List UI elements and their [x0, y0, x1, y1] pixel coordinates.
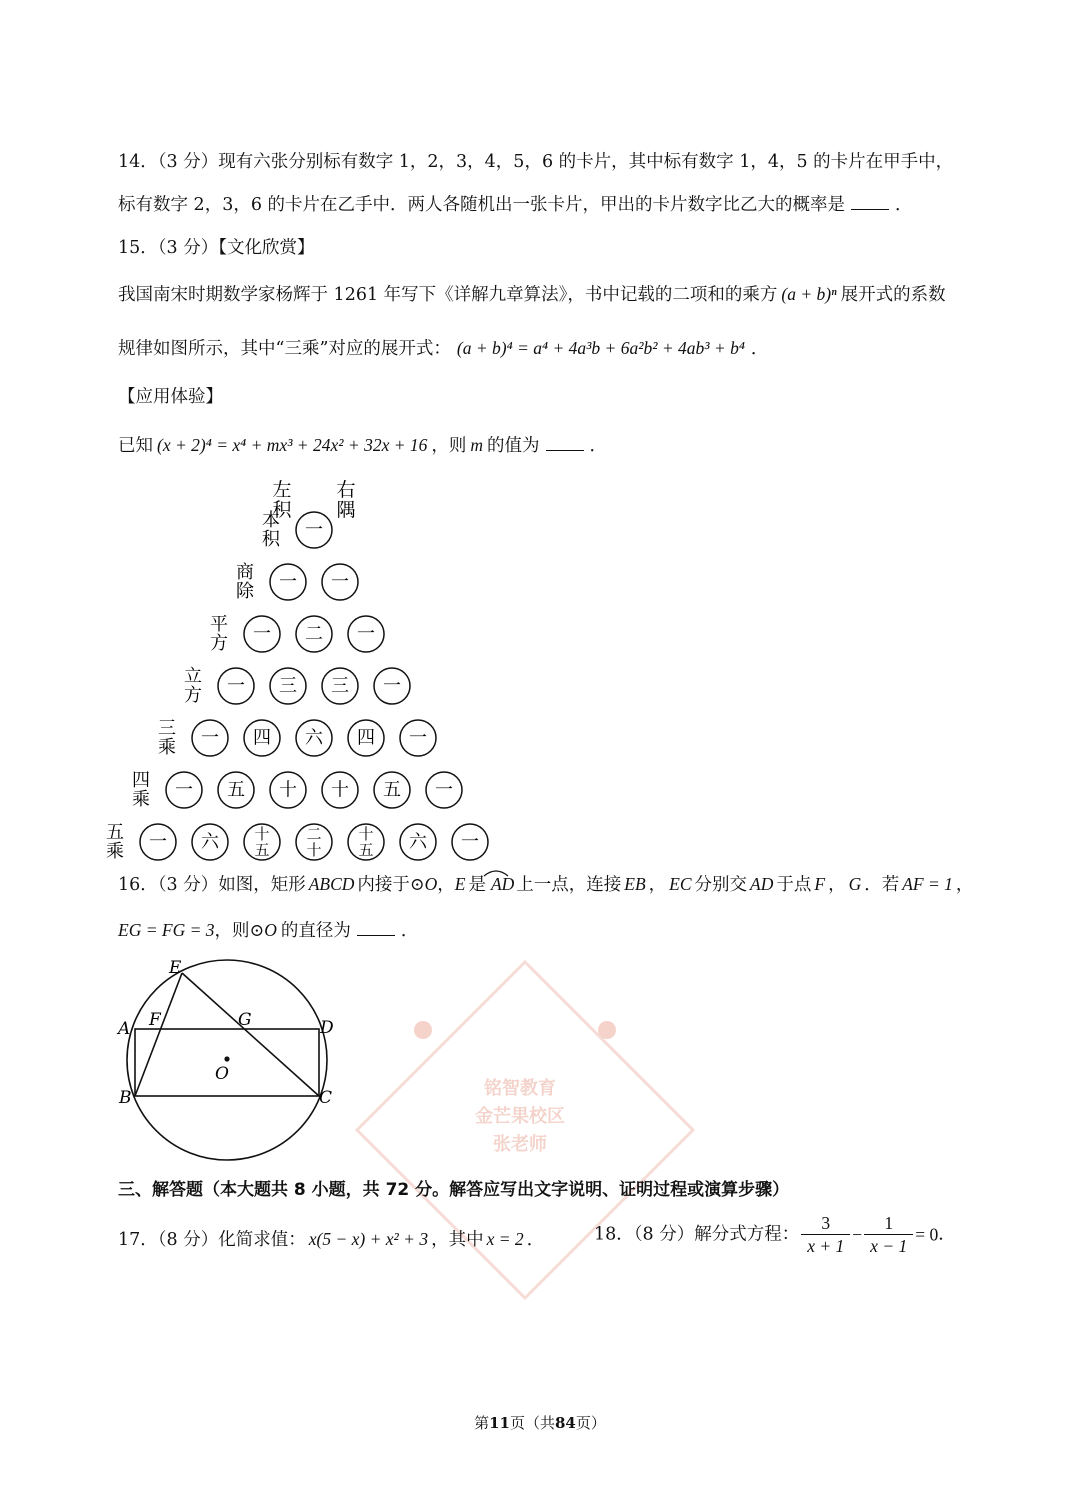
coefficient-value: 六: [409, 831, 427, 853]
af-expr: AF = 1: [902, 874, 953, 894]
watermark-line3: 张老师: [493, 1134, 547, 1155]
seg-eb: EB: [624, 874, 646, 894]
footer-suffix: 页）: [575, 1414, 606, 1432]
segment-ec: [182, 973, 319, 1096]
coefficient-value: 一: [253, 623, 271, 645]
q17-line: [118, 1227, 544, 1252]
q16-line2: [118, 918, 418, 943]
row-label: 四: [132, 770, 150, 792]
watermark-line2: 金芒果校区: [475, 1106, 565, 1127]
q14-line1: 14．（3 分）现有六张分别标有数字 1，2，3，4，5，6 的卡片，其中标有数字 1，4，5 的卡片在甲手中，: [118, 152, 954, 172]
label-c: C: [319, 1088, 333, 1108]
answer-blank: [357, 919, 395, 936]
q16-text-f: 分别交: [694, 875, 748, 895]
q17-expr: x(5 − x) + x² + 3: [308, 1229, 429, 1249]
equals-zero: = 0: [915, 1224, 939, 1245]
coefficient-value: 一: [305, 519, 323, 541]
coefficient-value: 六: [201, 831, 219, 853]
given-expr: (x + 2)⁴ = x⁴ + mx³ + 24x² + 32x + 16: [157, 435, 428, 455]
label-f: F: [149, 1010, 161, 1030]
expansion-expr: (a + b)⁴ = a⁴ + 4a³b + 6a²b² + 4ab³ + b⁴: [456, 338, 745, 358]
rectangle-abcd: [135, 1029, 319, 1096]
coefficient-value: 一: [383, 675, 401, 697]
coefficient-value: 一: [201, 727, 219, 749]
q16-text-h: ．若: [864, 875, 900, 895]
var-m: m: [470, 435, 484, 455]
coefficient-value: 一: [227, 675, 245, 697]
geometry-figure: [110, 955, 370, 1165]
coefficient-value: 一: [357, 623, 375, 645]
row-label: 商: [236, 562, 254, 584]
q17-end: ．: [526, 1230, 545, 1250]
q16-text-c: ，: [437, 875, 455, 895]
circle-o-2: O: [264, 920, 277, 940]
coefficient-value: 五: [383, 779, 401, 801]
segment-eb: [135, 973, 182, 1096]
label-right-corner: 隅: [336, 498, 356, 521]
row-label: 方: [210, 632, 228, 654]
row-label: 乘: [158, 736, 176, 758]
seg-ec: EC: [669, 874, 692, 894]
binomial-power-expr: (a + b)ⁿ: [781, 284, 837, 304]
q15-line2-end: ．: [750, 339, 769, 359]
coefficient-value: 二: [305, 623, 323, 645]
q16-text-a: 16．（3 分）如图，矩形: [118, 875, 306, 895]
q16-line2-tail: 的直径为: [280, 921, 351, 941]
coefficient-value: 五: [358, 840, 374, 859]
coefficient-value: 一: [435, 779, 453, 801]
coefficient-value: 四: [253, 727, 271, 749]
fraction-1-num: 3: [801, 1212, 850, 1235]
coefficient-value: 一: [461, 831, 479, 853]
coefficient-value: 一: [279, 571, 297, 593]
coefficient-value: 二: [306, 825, 322, 844]
coefficient-value: 五: [227, 779, 245, 801]
q17-text: 17．（8 分）化简求值：: [118, 1230, 306, 1250]
watermark-text: [440, 1075, 600, 1159]
point-g: G: [848, 874, 862, 894]
rect-abcd: ABCD: [308, 874, 355, 894]
row-label: 乘: [106, 840, 124, 862]
q16-line2-text: ，则⊙: [214, 921, 265, 941]
footer-prefix: 第: [474, 1414, 490, 1432]
footer-total: 84: [555, 1414, 576, 1432]
footer-page: 11: [489, 1414, 510, 1432]
q16-text-g: 于点: [776, 875, 812, 895]
label-a: A: [118, 1019, 131, 1039]
q16-text-e: 上一点，连接: [516, 875, 622, 895]
label-e: E: [169, 958, 182, 978]
q16-comma1: ，: [648, 875, 667, 895]
q16-text-i: ，: [955, 875, 974, 895]
eg-fg-expr: EG = FG = 3: [118, 920, 215, 940]
coefficient-value: 三: [279, 675, 297, 697]
arc-ad: AD: [490, 874, 515, 894]
coefficient-value: 三: [331, 675, 349, 697]
coefficient-value: 一: [331, 571, 349, 593]
seg-ad: AD: [750, 874, 774, 894]
coefficient-value: 一: [409, 727, 427, 749]
coefficient-value: 五: [254, 840, 270, 859]
row-label: 方: [184, 684, 202, 706]
row-label: 积: [262, 528, 280, 550]
label-left-product: 积: [272, 498, 292, 521]
fraction-1: [801, 1212, 850, 1257]
coefficient-value: 十: [279, 779, 297, 801]
coefficient-value: 六: [305, 727, 323, 749]
q15-line3-text: 已知: [118, 436, 153, 456]
row-label: 除: [236, 580, 254, 602]
coefficient-value: 一: [149, 831, 167, 853]
row-label: 本: [262, 510, 280, 532]
q14-end: ．: [895, 195, 913, 215]
coefficient-value: 十: [254, 825, 270, 844]
row-label: 乘: [132, 788, 150, 810]
coefficient-value: 十: [331, 779, 349, 801]
row-label: 五: [106, 822, 124, 844]
row-label: 立: [184, 666, 202, 688]
page-footer: [0, 1412, 1080, 1433]
footer-mid: 页（共: [509, 1414, 555, 1432]
arc-overline: [0, 862, 1080, 882]
q15-line3-tail: 的值为: [487, 436, 540, 456]
q18-text: 18．（8 分）解分式方程：: [594, 1224, 800, 1245]
coefficient-value: 十: [306, 840, 322, 859]
watermark-line1: 铭智教育: [484, 1078, 556, 1099]
q15-line3: [118, 433, 607, 458]
q15-line1-text: 我国南宋时期数学家杨辉于 1261 年写下《详解九章算法》，书中记载的二项和的乘方: [118, 285, 778, 305]
center-dot: [224, 1056, 229, 1061]
q15-line2: [118, 336, 768, 361]
row-label: 三: [158, 718, 176, 740]
q18-end: ．: [938, 1224, 956, 1245]
point-e: E: [454, 874, 466, 894]
q16-text-b: 内接于⊙: [357, 875, 425, 895]
q15-line3-mid: ，则: [431, 436, 467, 456]
circle-o: O: [424, 874, 438, 894]
q18-line: [594, 1212, 956, 1257]
row-label: 平: [210, 614, 228, 636]
coefficient-value: 十: [358, 825, 374, 844]
fraction-2: [864, 1212, 913, 1257]
label-o: O: [215, 1064, 229, 1084]
fraction-2-den: x − 1: [870, 1236, 908, 1256]
label-right-corner: 右: [336, 479, 356, 502]
label-d: D: [320, 1018, 334, 1038]
label-b: B: [119, 1088, 132, 1108]
minus-sign: −: [852, 1224, 863, 1245]
label-left-product: 左: [272, 479, 292, 502]
q15-line1: [118, 282, 946, 307]
coefficient-value: 一: [175, 779, 193, 801]
q16-end: ．: [400, 921, 419, 941]
point-f: F: [814, 874, 826, 894]
q14-line2: [118, 193, 913, 217]
q15-heading: 15．（3 分）【文化欣赏】: [118, 238, 315, 258]
answer-blank: [546, 434, 584, 451]
answer-blank: [851, 193, 889, 210]
q15-line2-text: 规律如图所示，其中“三乘”对应的展开式：: [118, 339, 451, 359]
fraction-2-num: 1: [864, 1212, 913, 1235]
q16-comma2: ，: [828, 875, 846, 895]
q17-cond: x = 2: [486, 1229, 524, 1249]
coefficient-value: 四: [357, 727, 375, 749]
q15-end: ．: [589, 436, 608, 456]
q15-apply-heading: 【应用体验】: [118, 387, 223, 407]
q14-line2-text: 标有数字 2，3，6 的卡片在乙手中．两人各随机出一张卡片，甲出的卡片数字比乙大的概率是: [118, 195, 846, 215]
q16-text-d: 是: [468, 875, 486, 895]
q15-line1-end: 展开式的系数: [840, 285, 946, 305]
section-heading: 三、解答题（本大题共 8 小题，共 72 分。解答应写出文字说明、证明过程或演算步骤）: [118, 1180, 790, 1200]
q17-mid: ，其中: [431, 1230, 484, 1250]
label-g: G: [238, 1010, 252, 1030]
fraction-1-den: x + 1: [807, 1236, 845, 1256]
yang-hui-triangle: [100, 470, 520, 862]
